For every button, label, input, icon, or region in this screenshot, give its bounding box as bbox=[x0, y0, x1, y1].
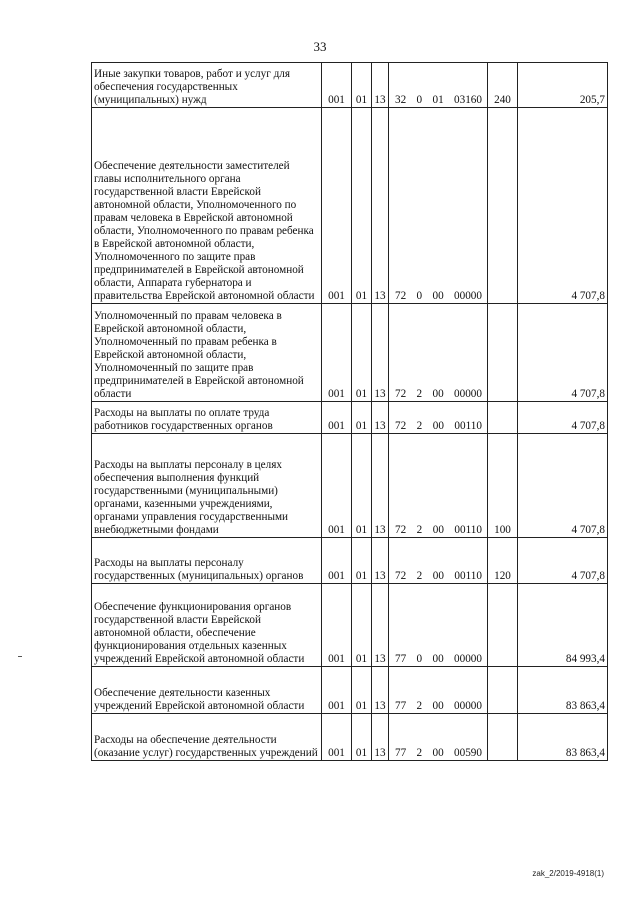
target-article-part: 00110 bbox=[454, 524, 482, 536]
budget-table bbox=[91, 62, 608, 761]
item-name: Обеспечение функционирования органов государственной власти Еврейской автономной области, обеспечение функционирования отдельных казенных учреждений Еврейской автономной области bbox=[92, 584, 322, 667]
amount: 4 707,8 bbox=[518, 538, 608, 584]
ministry-code: 001 bbox=[322, 584, 352, 667]
subsection-code: 13 bbox=[372, 402, 389, 434]
target-article-part: 72 bbox=[395, 524, 407, 536]
table-row bbox=[92, 538, 608, 584]
target-article-parts bbox=[391, 420, 485, 433]
target-article-part: 72 bbox=[395, 290, 407, 302]
table-row bbox=[92, 714, 608, 761]
target-article-part: 00 bbox=[432, 524, 444, 536]
target-article-part: 0 bbox=[416, 290, 423, 302]
item-name: Обеспечение деятельности казенных учреждений Еврейской автономной области bbox=[92, 667, 322, 714]
target-article-code bbox=[389, 714, 488, 761]
table-row bbox=[92, 304, 608, 402]
target-article-parts bbox=[391, 653, 485, 666]
ministry-code: 001 bbox=[322, 304, 352, 402]
target-article-parts bbox=[391, 290, 485, 303]
ministry-code: 001 bbox=[322, 714, 352, 761]
ministry-code: 001 bbox=[322, 402, 352, 434]
item-name: Обеспечение деятельности заместителей главы исполнительного органа государственной власти Еврейской автономной области, Уполномоченного по правам человека в Еврейской автономной области, Уполномоченного по правам ребенка в Еврейской автономной области, Уполномоченного по защите прав предпринимателей в Еврейской автономной области, Аппарата губернатора и правительства Еврейской автономной области bbox=[92, 108, 322, 304]
target-article-part: 2 bbox=[416, 388, 423, 400]
expense-type-code bbox=[488, 714, 518, 761]
target-article-code bbox=[389, 584, 488, 667]
item-name: Иные закупки товаров, работ и услуг для обеспечения государственных (муниципальных) нужд bbox=[92, 63, 322, 108]
expense-type-code bbox=[488, 108, 518, 304]
subsection-code: 13 bbox=[372, 434, 389, 538]
section-code: 01 bbox=[352, 63, 372, 108]
target-article-part: 00 bbox=[432, 653, 444, 665]
amount: 4 707,8 bbox=[518, 304, 608, 402]
target-article-part: 01 bbox=[432, 94, 444, 106]
expense-type-code bbox=[488, 402, 518, 434]
section-code: 01 bbox=[352, 667, 372, 714]
amount: 4 707,8 bbox=[518, 434, 608, 538]
target-article-part: 2 bbox=[416, 524, 423, 536]
subsection-code: 13 bbox=[372, 584, 389, 667]
table-row bbox=[92, 434, 608, 538]
target-article-part: 00 bbox=[432, 420, 444, 432]
target-article-part: 0 bbox=[416, 94, 423, 106]
target-article-parts bbox=[391, 747, 485, 760]
target-article-part: 00 bbox=[432, 290, 444, 302]
document-code: zak_2/2019-4918(1) bbox=[532, 869, 604, 878]
ministry-code: 001 bbox=[322, 108, 352, 304]
ministry-code: 001 bbox=[322, 538, 352, 584]
target-article-parts bbox=[391, 388, 485, 401]
target-article-code bbox=[389, 538, 488, 584]
table-row bbox=[92, 402, 608, 434]
table-row bbox=[92, 63, 608, 108]
target-article-part: 72 bbox=[395, 388, 407, 400]
target-article-part: 77 bbox=[395, 747, 407, 759]
subsection-code: 13 bbox=[372, 304, 389, 402]
ministry-code: 001 bbox=[322, 63, 352, 108]
item-name: Уполномоченный по правам человека в Еврейской автономной области, Уполномоченный по правам ребенка в Еврейской автономной области, Уполномоченный по защите прав предпринимателей в Еврейской автономной области bbox=[92, 304, 322, 402]
section-code: 01 bbox=[352, 538, 372, 584]
margin-mark bbox=[18, 656, 22, 657]
target-article-part: 00000 bbox=[454, 653, 482, 665]
target-article-part: 2 bbox=[416, 747, 423, 759]
ministry-code: 001 bbox=[322, 667, 352, 714]
section-code: 01 bbox=[352, 714, 372, 761]
target-article-code bbox=[389, 108, 488, 304]
target-article-parts bbox=[391, 524, 485, 537]
target-article-part: 00 bbox=[432, 388, 444, 400]
subsection-code: 13 bbox=[372, 667, 389, 714]
amount: 83 863,4 bbox=[518, 667, 608, 714]
target-article-part: 00000 bbox=[454, 290, 482, 302]
expense-type-code: 240 bbox=[488, 63, 518, 108]
target-article-code bbox=[389, 402, 488, 434]
section-code: 01 bbox=[352, 584, 372, 667]
target-article-part: 00000 bbox=[454, 388, 482, 400]
target-article-part: 2 bbox=[416, 420, 423, 432]
subsection-code: 13 bbox=[372, 108, 389, 304]
target-article-part: 2 bbox=[416, 570, 423, 582]
expense-type-code bbox=[488, 667, 518, 714]
item-name: Расходы на обеспечение деятельности (оказание услуг) государственных учреждений bbox=[92, 714, 322, 761]
section-code: 01 bbox=[352, 434, 372, 538]
section-code: 01 bbox=[352, 402, 372, 434]
amount: 4 707,8 bbox=[518, 108, 608, 304]
target-article-part: 2 bbox=[416, 700, 423, 712]
item-name: Расходы на выплаты по оплате труда работников государственных органов bbox=[92, 402, 322, 434]
target-article-part: 0 bbox=[416, 653, 423, 665]
target-article-part: 00110 bbox=[454, 420, 482, 432]
target-article-part: 72 bbox=[395, 570, 407, 582]
section-code: 01 bbox=[352, 108, 372, 304]
expense-type-code: 100 bbox=[488, 434, 518, 538]
expense-type-code bbox=[488, 304, 518, 402]
target-article-part: 00 bbox=[432, 570, 444, 582]
target-article-part: 00000 bbox=[454, 700, 482, 712]
target-article-part: 00590 bbox=[454, 747, 482, 759]
target-article-code bbox=[389, 63, 488, 108]
expense-type-code bbox=[488, 584, 518, 667]
table-row bbox=[92, 667, 608, 714]
target-article-code bbox=[389, 667, 488, 714]
target-article-part: 00110 bbox=[454, 570, 482, 582]
ministry-code: 001 bbox=[322, 434, 352, 538]
target-article-part: 77 bbox=[395, 653, 407, 665]
target-article-parts bbox=[391, 570, 485, 583]
amount: 4 707,8 bbox=[518, 402, 608, 434]
target-article-part: 72 bbox=[395, 420, 407, 432]
target-article-part: 32 bbox=[395, 94, 407, 106]
target-article-parts bbox=[391, 700, 485, 713]
target-article-parts bbox=[391, 94, 485, 107]
table-row bbox=[92, 584, 608, 667]
subsection-code: 13 bbox=[372, 63, 389, 108]
amount: 205,7 bbox=[518, 63, 608, 108]
target-article-part: 00 bbox=[432, 700, 444, 712]
target-article-code bbox=[389, 434, 488, 538]
item-name: Расходы на выплаты персоналу государственных (муниципальных) органов bbox=[92, 538, 322, 584]
item-name: Расходы на выплаты персоналу в целях обеспечения выполнения функций государственными (муниципальными) органами, казенными учреждениями, органами управления государственными внебюджетными фондами bbox=[92, 434, 322, 538]
target-article-part: 00 bbox=[432, 747, 444, 759]
expense-type-code: 120 bbox=[488, 538, 518, 584]
table-row bbox=[92, 108, 608, 304]
subsection-code: 13 bbox=[372, 538, 389, 584]
section-code: 01 bbox=[352, 304, 372, 402]
subsection-code: 13 bbox=[372, 714, 389, 761]
amount: 83 863,4 bbox=[518, 714, 608, 761]
target-article-part: 77 bbox=[395, 700, 407, 712]
target-article-code bbox=[389, 304, 488, 402]
page-number: 33 bbox=[313, 39, 327, 54]
amount: 84 993,4 bbox=[518, 584, 608, 667]
target-article-part: 03160 bbox=[454, 94, 482, 106]
